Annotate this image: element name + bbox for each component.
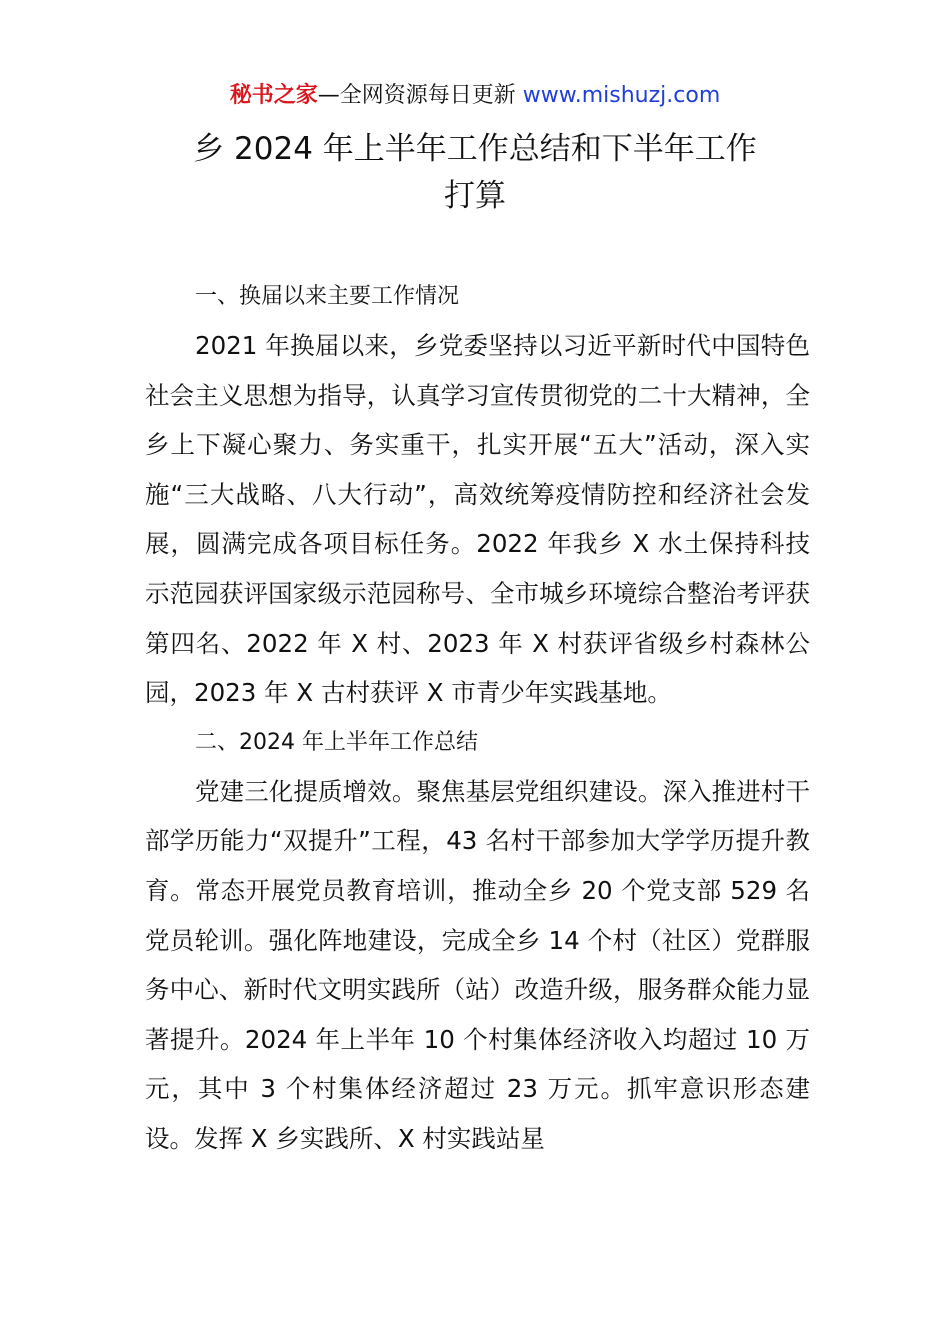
- title-line-1: 乡 2024 年上半年工作总结和下半年工作: [193, 131, 757, 167]
- title-line-2: 打算: [444, 178, 506, 214]
- document-title: [95, 126, 855, 220]
- section-2-heading: 二、2024 年上半年工作总结: [195, 729, 478, 755]
- site-header: [0, 80, 950, 112]
- section-1-heading: 一、换届以来主要工作情况: [195, 284, 460, 309]
- section-2-paragraph: 党建三化提质增效。聚焦基层党组织建设。深入推进村干部学历能力“双提升”工程，43 名村干部参加大学学历提升教育。常态开展党员教育培训，推动全乡 20 个党支部 529 名党员轮训。强化阵地建设，完成全乡 14 个村（社区）党群服务中心、新时代文明实践所（站）改造升级，服务群众能力显著提升。2024 年上半年 10 个村集体经济收入均超过 10 万元，其中 3 个村集体经济超过 23 万元。抓牢意识形态建设。发挥 X 乡实践所、X 村实践站星: [145, 776, 810, 1153]
- brand-name: 秘书之家: [229, 83, 318, 108]
- site-url-link[interactable]: www.mishuzj.com: [522, 83, 721, 108]
- header-tagline: —全网资源每日更新: [317, 83, 516, 108]
- section-1-paragraph: 2021 年换届以来，乡党委坚持以习近平新时代中国特色社会主义思想为指导，认真学习宣传贯彻党的二十大精神，全乡上下凝心聚力、务实重干，扎实开展“五大”活动，深入实施“三大战略、八大行动”，高效统筹疫情防控和经济社会发展，圆满完成各项目标任务。2022 年我乡 X 水土保持科技示范园获评国家级示范园称号、全市城乡环境综合整治考评获第四名、2022 年 X 村、2023 年 X 村获评省级乡村森林公园，2023 年 X 古村获评 X 市青少年实践基地。: [145, 331, 810, 708]
- document-body: [145, 272, 810, 1164]
